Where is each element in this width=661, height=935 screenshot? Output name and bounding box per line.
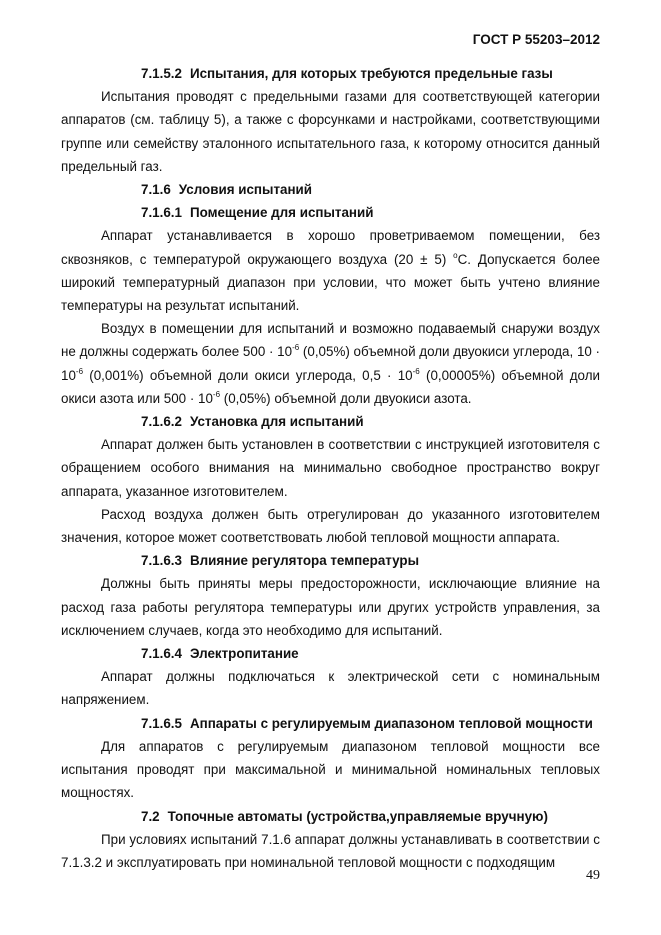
section-heading-7-1-6 <box>61 178 600 201</box>
paragraph: Испытания проводят с предельными газами для соответствующей категории аппаратов (см. таблицу 5), а также с форсунками и настройками, соответствующими группе или семейству эталонного испытательного газа, к которому относится данный предельный газ. <box>61 89 600 174</box>
section-number: 7.1.6.3 <box>141 553 182 569</box>
paragraph: Воздух в помещении для испытаний и возможно подаваемый снаружи воздух не должны содержать более $500 \cdot 10^{-6}$ (0,05%) объемной доли двуокиси углерода, $10 \cdot 10^{-6}$ (0,001%) объемной доли окиси углерода, $0,5 \cdot 10^{-6}$ (0,00005%) объемной доли окиси азота или $500 \cdot 10^{-6}$ (0,05%) объемной доли двуокиси азота. <box>61 321 601 406</box>
section-title: Испытания, для которых требуются предельные газы <box>189 66 553 81</box>
exponent: -6 <box>75 366 84 376</box>
section-number: 7.1.6.4 <box>141 646 182 662</box>
paragraph: При условиях испытаний 7.1.6 аппарат должны устанавливать в соответствии с 7.1.3.2 и эксплуатировать при номинальной тепловой мощности с подходящим <box>61 831 600 870</box>
section-title: Помещение для испытаний <box>189 205 374 221</box>
section-heading-7-1-6-2 <box>61 410 600 433</box>
paragraph: Аппарат должен быть установлен в соответствии с инструкцией изготовителя с обращением особого внимания на минимально свободное пространство вокруг аппарата, указанное изготовителем. <box>61 437 600 499</box>
exponent: -6 <box>292 343 300 353</box>
section-title: Электропитание <box>189 646 299 662</box>
page-number: 49 <box>586 868 600 883</box>
section-title: Установка для испытаний <box>189 414 364 430</box>
paragraph: Расход воздуха должен быть отрегулирован до указанного изготовителем значения, которое может соответствовать любой тепловой мощности аппарата. <box>61 506 600 546</box>
section-heading-7-1-5-2 <box>61 62 600 85</box>
section-title: Условия испытаний <box>178 182 312 198</box>
section-heading-7-1-6-1 <box>61 201 600 224</box>
paragraph: Аппарат устанавливается в хорошо проветриваемом помещении, без сквозняков, с температурой окружающего воздуха (20 ± 5) $^о$С. Допускается более широкий температурный диапазон при условии, что может быть учтено влияние температуры на результат испытаний. <box>61 228 600 314</box>
paragraph: Должны быть приняты меры предосторожности, исключающие влияние на расход газа работы регулятора температуры или других устройств управления, за исключением случаев, когда это необходимо для испытаний. <box>61 576 600 638</box>
document-header: ГОСТ Р 55203–2012 <box>472 32 600 47</box>
section-title: Аппараты с регулируемым диапазоном тепловой мощности <box>189 715 593 731</box>
paragraph: Для аппаратов с регулируемым диапазоном тепловой мощности все испытания проводят при максимальной и минимальной номинальных тепловых мощностях. <box>61 738 600 801</box>
degree-sign: о <box>453 250 458 260</box>
section-number: 7.1.6.1 <box>141 205 182 221</box>
document-body <box>61 62 600 874</box>
section-number: 7.1.6.5 <box>141 715 182 731</box>
exponent: -6 <box>412 366 420 376</box>
section-number: 7.1.6.2 <box>141 414 182 430</box>
exponent: -6 <box>212 389 221 399</box>
section-number: 7.2 <box>141 808 160 824</box>
paragraph: Аппарат должны подключаться к электрической сети с номинальным напряжением. <box>61 669 600 708</box>
section-heading-7-2 <box>61 805 600 828</box>
section-number: 7.1.6 <box>141 182 171 198</box>
section-title: Влияние регулятора температуры <box>189 553 420 569</box>
section-number: 7.1.5.2 <box>141 66 182 81</box>
section-heading-7-1-6-4 <box>61 642 600 665</box>
section-heading-7-1-6-3 <box>61 549 600 572</box>
section-heading-7-1-6-5 <box>61 712 600 735</box>
section-title: Топочные автоматы (устройства,управляемые вручную) <box>167 808 548 824</box>
